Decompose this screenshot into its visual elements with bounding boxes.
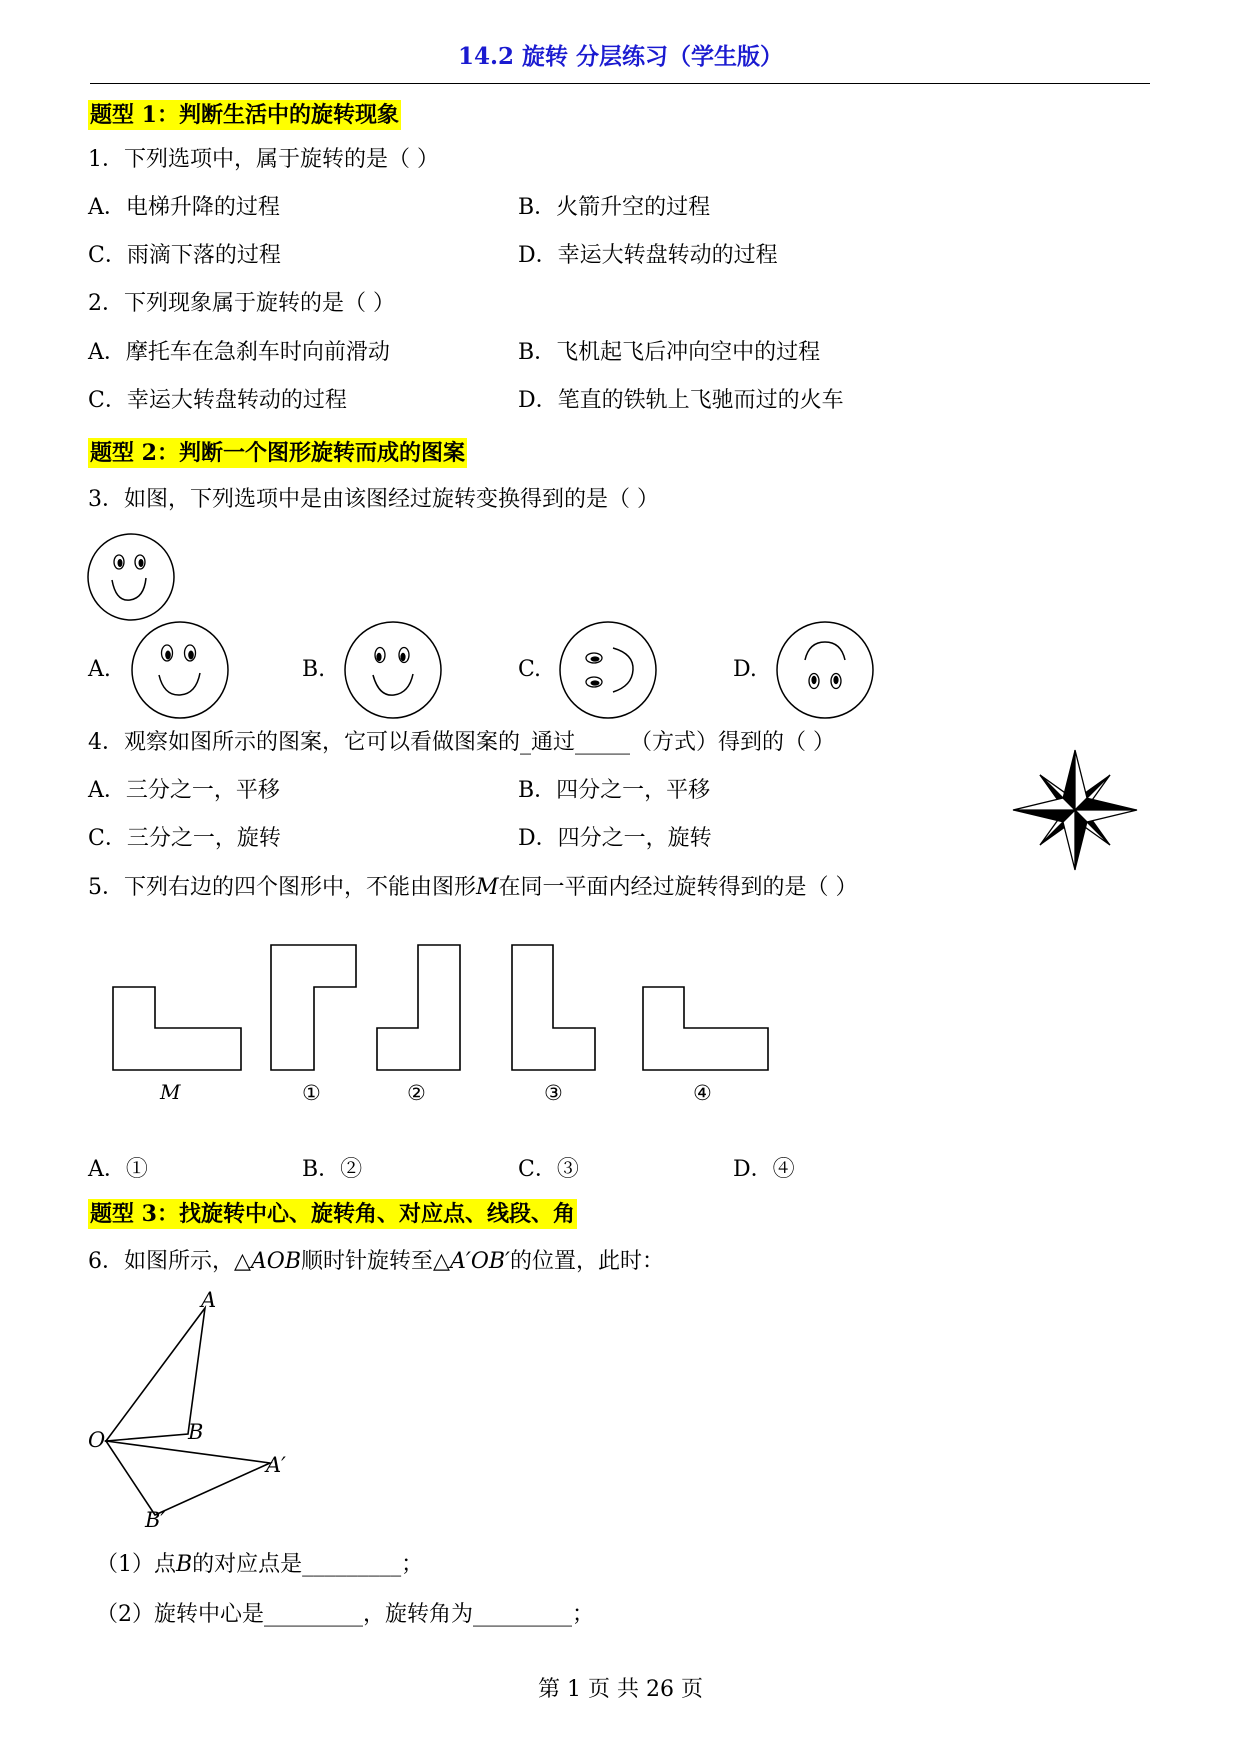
question-3-option-a-label: A. [88, 657, 111, 682]
question-6-part-1: （1）点B的对应点是_________； [96, 1552, 424, 1577]
question-5-option-b: B．② [302, 1157, 363, 1182]
question-4-option-d: D．四分之一，旋转 [518, 826, 712, 851]
question-5-option-c: C．③ [518, 1157, 579, 1182]
question-2-stem: 2．下列现象属于旋转的是（ ） [88, 291, 395, 316]
question-5-stem: 5．下列右边的四个图形中，不能由图形M在同一平面内经过旋转得到的是（ ） [88, 875, 858, 900]
reference-smiley-figure [86, 532, 176, 622]
page-footer: 第 1 页 共 26 页 [538, 1677, 703, 1702]
question-2-option-b: B．飞机起飞后冲向空中的过程 [518, 340, 821, 365]
question-2-option-c: C．幸运大转盘转动的过程 [88, 388, 347, 413]
shape-4 [643, 987, 768, 1070]
shape-2 [377, 945, 460, 1070]
shape-label-m: M [160, 1080, 181, 1104]
question-4-stem: 4．观察如图所示的图案，它可以看做图案的_通过_____（方式）得到的（ ） [88, 730, 835, 755]
option-d-smiley-figure [775, 620, 875, 720]
question-4-option-b: B．四分之一，平移 [518, 778, 711, 803]
page-title: 14.2 旋转 分层练习（学生版） [457, 43, 784, 70]
question-1-option-c: C．雨滴下落的过程 [88, 243, 281, 268]
question-4-option-c: C．三分之一，旋转 [88, 826, 281, 851]
point-label-a-prime: A′ [266, 1453, 286, 1477]
point-label-b: B [188, 1420, 204, 1444]
question-4-option-a: A．三分之一，平移 [88, 778, 280, 803]
header-rule [90, 83, 1150, 84]
shape-1 [271, 945, 356, 1070]
shape-label-2: ② [407, 1081, 426, 1105]
question-6-stem: 6．如图所示，△AOB顺时针旋转至△A′OB′的位置，此时： [88, 1249, 665, 1274]
question-6-part-2: （2）旋转中心是_________，旋转角为_________； [96, 1602, 594, 1627]
question-5-option-a: A．① [88, 1157, 148, 1182]
option-a-smiley-figure [130, 620, 230, 720]
question-2-option-d: D．笔直的铁轨上飞驰而过的火车 [518, 388, 844, 413]
point-label-b-prime: B′ [145, 1508, 166, 1532]
option-b-smiley-figure [343, 620, 443, 720]
shape-label-3: ③ [544, 1081, 563, 1105]
question-3-option-b-label: B. [302, 657, 326, 682]
question-1-option-a: A．电梯升降的过程 [88, 195, 280, 220]
shape-3 [512, 945, 595, 1070]
shape-label-1: ① [302, 1081, 321, 1105]
question-1-stem: 1．下列选项中，属于旋转的是（ ） [88, 147, 439, 172]
shape-m [113, 987, 241, 1070]
question-3-option-d-label: D. [733, 657, 757, 682]
question-2-option-a: A．摩托车在急刹车时向前滑动 [88, 340, 390, 365]
compass-star-figure [1010, 748, 1140, 872]
rotation-triangle-figure [80, 1285, 320, 1545]
point-label-a: A [201, 1288, 217, 1312]
option-c-smiley-figure [558, 620, 658, 720]
shape-label-4: ④ [693, 1081, 712, 1105]
question-1-option-d: D．幸运大转盘转动的过程 [518, 243, 778, 268]
section-heading-2: 题型 2：判断一个图形旋转而成的图案 [90, 440, 465, 466]
question-1-option-b: B．火箭升空的过程 [518, 195, 711, 220]
question-3-stem: 3．如图，下列选项中是由该图经过旋转变换得到的是（ ） [88, 487, 659, 512]
question-5-option-d: D．④ [733, 1157, 795, 1182]
section-heading-3: 题型 3：找旋转中心、旋转角、对应点、线段、角 [90, 1201, 575, 1227]
question-3-option-c-label: C. [518, 657, 542, 682]
triangle-a-prime-ob-prime [106, 1441, 270, 1515]
section-heading-1: 题型 1：判断生活中的旋转现象 [90, 102, 399, 128]
point-label-o: O [88, 1428, 106, 1452]
